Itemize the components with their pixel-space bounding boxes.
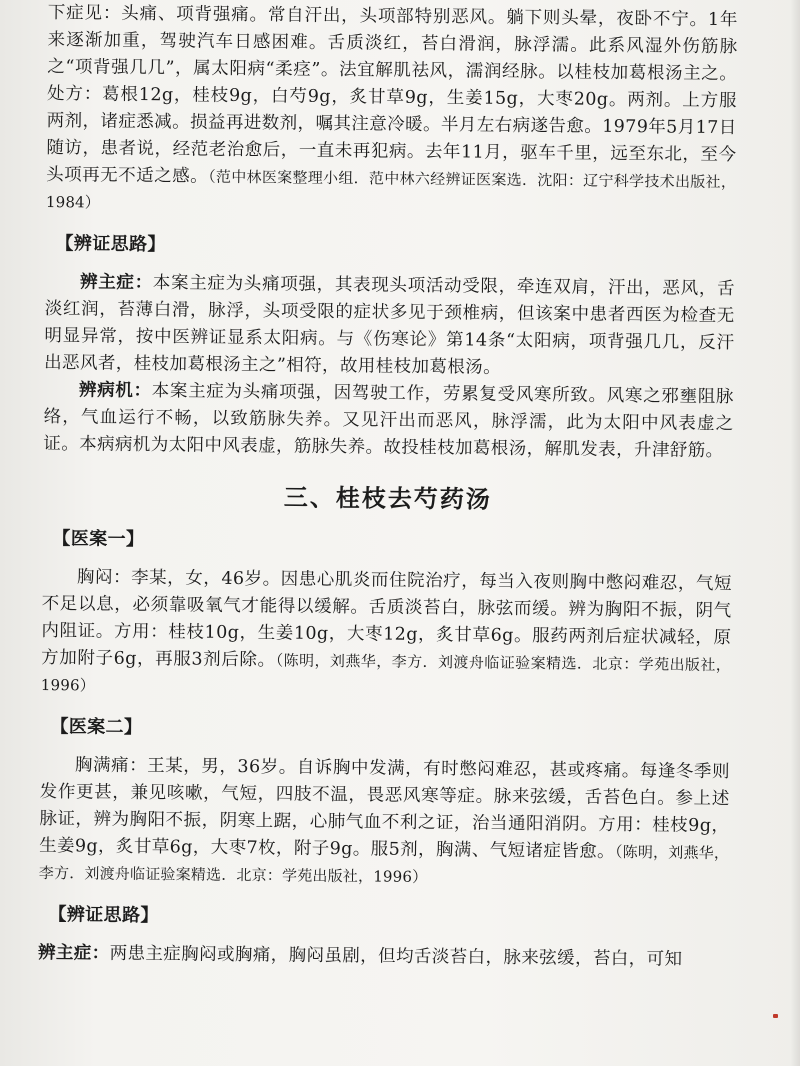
case-2-text: 胸满痛：王某，男，36岁。自诉胸中发满，有时憋闷难忍，甚或疼痛。每逢冬季则发作更甚，兼见咳嗽，气短，四肢不温，畏恶风寒等症。脉来弦缓，舌苔色白。参上述脉证，辨为胸阳不振，阴寒上踞，心肺气血不利之证，治当通阳消阴。方用：桂枝9g，生姜9g，炙甘草6g，大枣7枚，附子9g。服5剂，胸满、气短诸症皆愈。 [39, 755, 731, 862]
analysis-main-symptom-paragraph [44, 269, 735, 384]
case-2-reference: （陈明，刘燕华，李方．刘渡舟临证验案精选．北京：学苑出版社，1996） [38, 842, 730, 887]
section-title: 三、桂枝去芍药汤 [283, 483, 492, 514]
page-content [38, 0, 738, 974]
case-continuation-text: 下症见：头痛、项背强痛。常自汗出，头项部特别恶风。躺下则头晕，夜卧不宁。1年来逐渐加重，驾驶汽车日感困难。舌质淡红，苔白滑润，脉浮濡。此系风湿外伤筋脉之“项背强几几”，属太阳病“柔痉”。法宜解肌祛风，濡润经脉。以桂枝加葛根汤主之。处方：葛根12g，桂枝9g，白芍9g，炙甘草9g，生姜15g，大枣20g。两剂。上方服两剂，诸症悉减。损益再进数剂，嘱其注意冷暖。半月左右病遂告愈。1979年5月17日随访，患者说，经范老治愈后，一直未再犯病。去年11月，驱车千里，远至东北，至今头项再无不适之感。 [46, 2, 738, 187]
analysis-pathogenesis-paragraph [43, 377, 734, 465]
case-1-paragraph [41, 564, 732, 706]
case-continuation-paragraph [46, 0, 738, 223]
pathogenesis-label: 辨病机： [78, 380, 152, 402]
case-1-reference: （陈明，刘燕华，李方．刘渡舟临证验案精选．北京：学苑出版社，1996） [40, 651, 732, 695]
analysis-heading-1: 【辨证思路】 [55, 233, 166, 256]
red-mark [773, 1014, 778, 1018]
case-heading-1: 【医案一】 [52, 528, 145, 551]
case-1-text: 胸闷：李某，女，46岁。因患心肌炎而住院治疗，每当入夜则胸中憋闷难忍，气短不足以息，必须靠吸氧气才能得以缓解。舌质淡苔白，脉弦而缓。辨为胸阳不振，阴气内阻证。方用：桂枝10g，生姜10g，大枣12g，炙甘草6g。服药两剂后症状减轻，原方加附子6g，再服3剂后除。 [41, 567, 733, 671]
analysis-heading-2: 【辨证思路】 [48, 904, 159, 927]
main-symptom-label: 辨主症： [79, 272, 153, 294]
case-continuation-reference: （范中林医案整理小组．范中林六经辨证医案选．沈阳：辽宁科学技术出版社，1984） [45, 167, 737, 212]
main-symptom-text-2: 两患主症胸闷或胸痛，胸闷虽剧，但均舌淡苔白，脉来弦缓，苔白，可知 [109, 943, 683, 970]
analysis-2-main-symptom-paragraph [38, 940, 728, 974]
case-heading-2: 【医案二】 [50, 716, 143, 739]
page-edge-shadow [790, 0, 800, 1066]
pathogenesis-text: 本案主症为头痛项强，因驾驶工作，劳累复受风寒所致。风寒之邪壅阻脉络，气血运行不畅，以致筋脉失养。又见汗出而恶风，脉浮濡，此为太阳中风表虚之证。本病病机为太阳中风表虚，筋脉失养。故投桂枝加葛根汤，解肌发表，升津舒筋。 [43, 381, 734, 462]
case-2-paragraph [39, 752, 730, 894]
main-symptom-text: 本案主症为头痛项强，其表现头项活动受限，牵连双肩，汗出，恶风，舌淡红润，苔薄白滑，脉浮，头项受限的症状多见于颈椎病，但该案中患者西医为检查无明显异常，按中医辨证显系太阳病。与《伤寒论》第14条“太阳病，项背强几几，反汗出恶风者，桂枝加葛根汤主之”相符，故用桂枝加葛根汤。 [44, 273, 736, 378]
main-symptom-label-2: 辨主症： [37, 942, 110, 964]
